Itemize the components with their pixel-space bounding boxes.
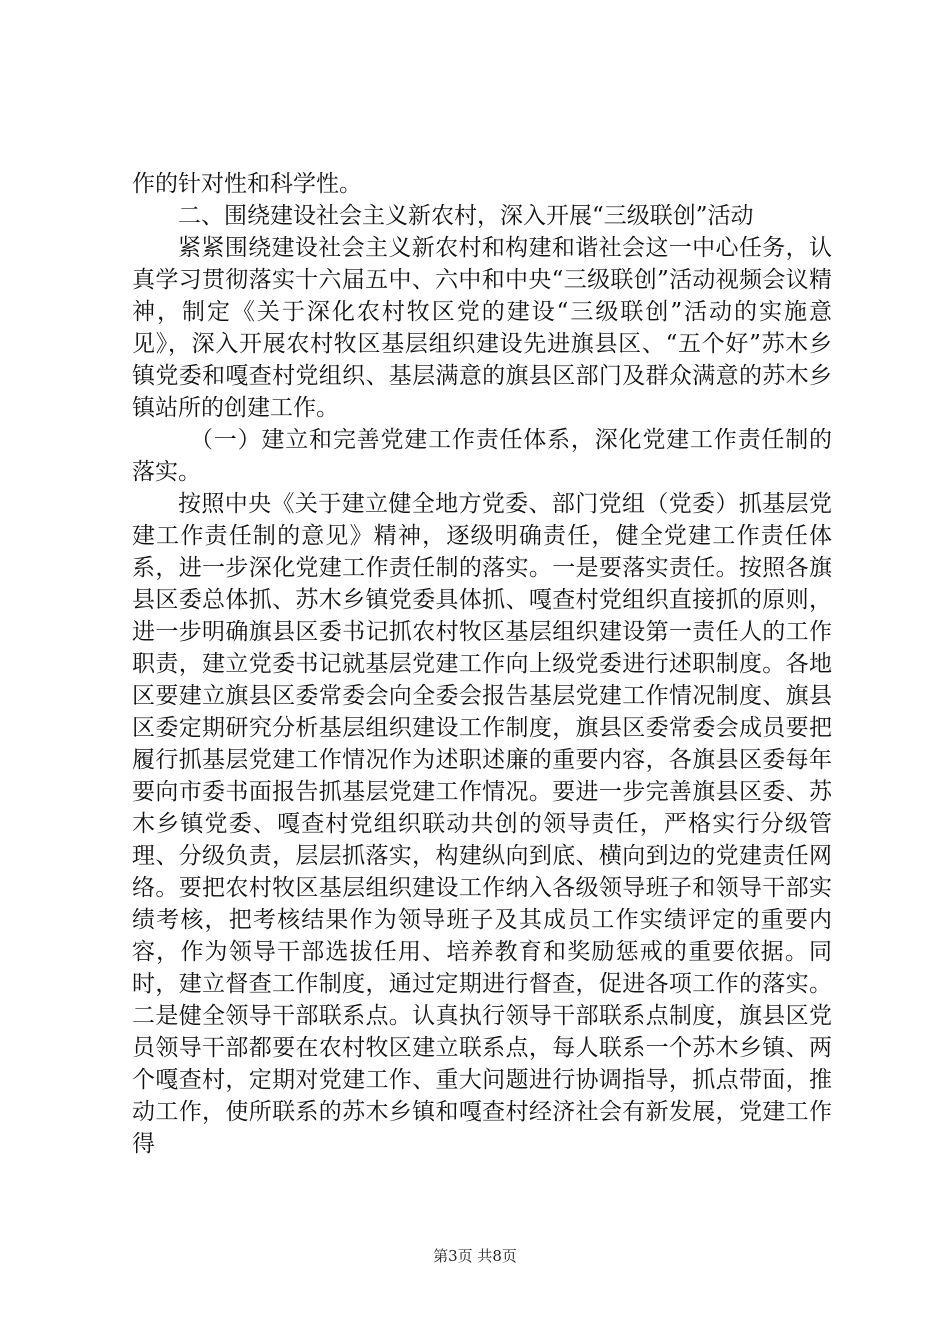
page-footer bbox=[0, 1245, 950, 1266]
page-number-label: 第3页 共8页 bbox=[433, 1247, 517, 1265]
subsection-heading-1: （一）建立和完善党建工作责任体系，深化党建工作责任制的落实。 bbox=[132, 427, 832, 485]
paragraph-responsibility-system: 按照中央《关于建立健全地方党委、部门党组（党委）抓基层党建工作责任制的意见》精神，逐级明确责任，健全党建工作责任体系，进一步深化党建工作责任制的落实。一是要落实责任。按照各旗县区委总体抓、苏木乡镇党委具体抓、嘎查村党组织直接抓的原则，进一步明确旗县区委书记抓农村牧区基层组织建设第一责任人的工作职责，建立党委书记就基层党建工作向上级党委进行述职制度。各地区要建立旗县区委常委会向全委会报告基层党建工作情况制度、旗县区委定期研究分析基层组织建设工作制度，旗县区委常委会成员要把履行抓基层党建工作情况作为述职述廉的重要内容，各旗县区委每年要向市委书面报告抓基层党建工作情况。要进一步完善旗县区委、苏木乡镇党委、嘎查村党组织联动共创的领导责任，严格实行分级管理、分级负责，层层抓落实，构建纵向到底、横向到边的党建责任网络。要把农村牧区基层组织建设工作纳入各级领导班子和领导干部实绩考核，把考核结果作为领导班子及其成员工作实绩评定的重要内容，作为领导干部选拔任用、培养教育和奖励惩戒的重要依据。同时，建立督查工作制度，通过定期进行督查，促进各项工作的落实。二是健全领导干部联系点。认真执行领导干部联系点制度，旗县区党员领导干部都要在农村牧区建立联系点，每人联系一个苏木乡镇、两个嘎查村，定期对党建工作、重大问题进行协调指导，抓点带面，推动工作，使所联系的苏木乡镇和嘎查村经济社会有新发展，党建工作得 bbox=[132, 491, 832, 1157]
paragraph-section-intro: 紧紧围绕建设社会主义新农村和构建和谐社会这一中心任务，认真学习贯彻落实十六届五中、六中和中央“三级联创”活动视频会议精神，制定《关于深化农村牧区党的建设“三级联创”活动的实施意见》，深入开展农村牧区基层组织建设先进旗县区、“五个好”苏木乡镇党委和嘎查村党组织、基层满意的旗县区部门及群众满意的苏木乡镇站所的创建工作。 bbox=[132, 235, 832, 421]
paragraph-continuation: 作的针对性和科学性。 bbox=[132, 171, 362, 197]
section-heading-2: 二、围绕建设社会主义新农村，深入开展“三级联创”活动 bbox=[178, 203, 754, 229]
document-body bbox=[132, 168, 832, 1160]
